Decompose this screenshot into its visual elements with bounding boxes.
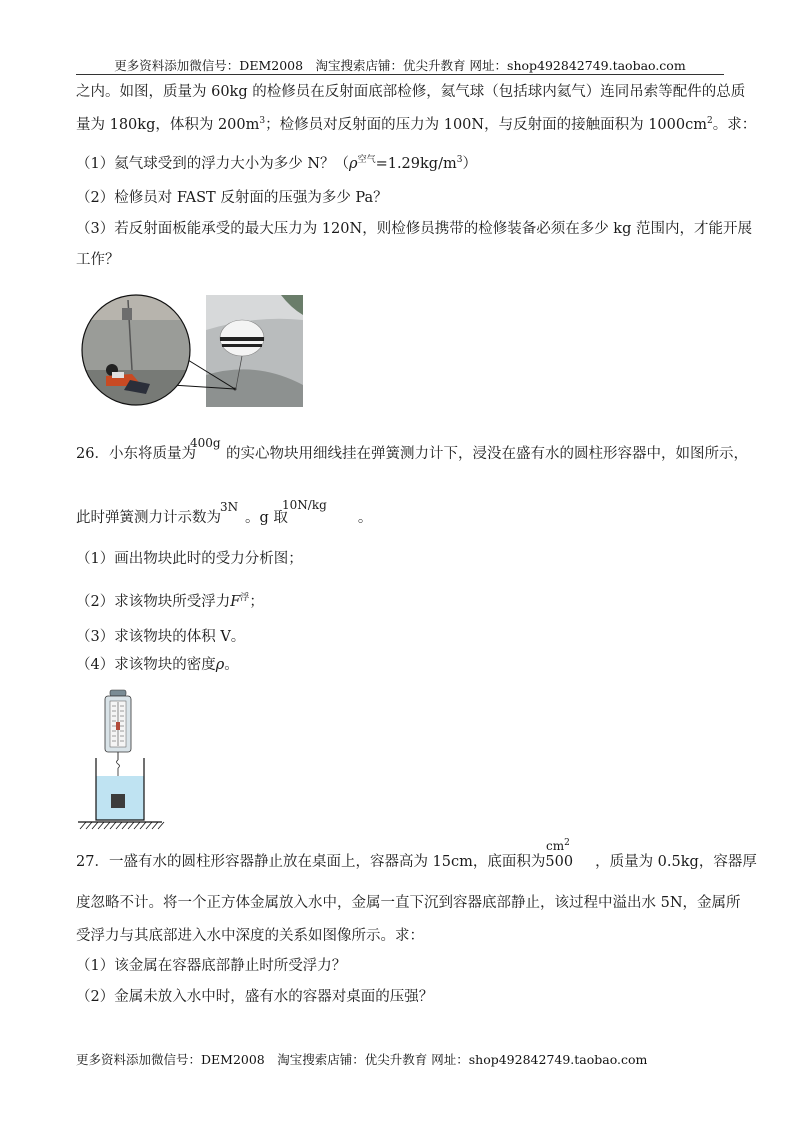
fast-inspection-figure	[76, 290, 308, 420]
q26-part1: （1）画出物块此时的受力分析图；	[76, 551, 303, 567]
spring-scale-figure	[76, 688, 166, 830]
q26-g-value: 10N/kg	[282, 498, 327, 512]
q26-reading-value: 3N	[220, 500, 239, 514]
q25-part2: （2）检修员对 FAST 反射面的压强为多少 Pa？	[76, 190, 388, 206]
q25-part3-cont: 工作？	[76, 252, 120, 268]
helium-balloon-icon	[220, 320, 264, 356]
q26-mass-value: 400g	[190, 436, 221, 450]
q26-part4: （4）求该物块的密度ρ。	[76, 657, 239, 673]
q27-area-unit: $cm^2$	[546, 838, 570, 853]
worker-closeup	[76, 290, 196, 410]
q25-part1: （1）氦气球受到的浮力大小为多少 N？$(\rho^{空气}=1.29kg/m^3)$	[76, 155, 477, 172]
q27-line2: 度忽略不计。将一个正方体金属放入水中，金属一直下沉到容器底部静止，该过程中溢出水 5N，金属所	[76, 895, 741, 911]
q27-line1: 27．一盛有水的圆柱形容器静止放在桌面上，容器高为 15cm，底面积为500 ，质量为 0.5kg，容器厚	[76, 854, 757, 870]
q25-line2: 量为 180kg，体积为 $200m^3$；检修员对反射面的压力为 100N，与反射面的接触面积为 $1000cm^2$。求：	[76, 116, 757, 133]
solid-block	[111, 794, 125, 808]
q27-line3: 受浮力与其底部进入水中深度的关系如图像所示。求：	[76, 928, 424, 944]
q26-part3: （3）求该物块的体积 V。	[76, 629, 246, 645]
q26-intro: 26．小东将质量为 的实心物块用细线挂在弹簧测力计下，浸没在盛有水的圆柱形容器中，如图所示，	[76, 446, 748, 462]
spring-scale-icon	[105, 690, 131, 768]
q27-part1: （1）该金属在容器底部静止时所受浮力？	[76, 958, 347, 974]
q25-line1: 之内。如图，质量为 60kg 的检修员在反射面底部检修，氦气球（包括球内氦气）连同吊索等配件的总质	[76, 84, 746, 100]
q25-part3: （3）若反射面板能承受的最大压力为 120N，则检修员携带的检修装备必须在多少 kg 范围内，才能开展	[76, 221, 752, 237]
q26-part2: （2）求该物块所受浮力$F^浮$；	[76, 593, 264, 610]
page-footer: 更多资料添加微信号：DEM2008 淘宝搜索店铺：优尖升教育 网址：shop492842749.taobao.com	[76, 1052, 648, 1067]
q26-reading-line: 此时弹簧测力计示数为 。g 取 。	[76, 510, 373, 526]
header-divider	[76, 74, 724, 75]
page-header: 更多资料添加微信号：DEM2008 淘宝搜索店铺：优尖升教育 网址：shop492842749.taobao.com	[114, 58, 686, 73]
q27-part2: （2）金属未放入水中时，盛有水的容器对桌面的压强？	[76, 989, 434, 1005]
